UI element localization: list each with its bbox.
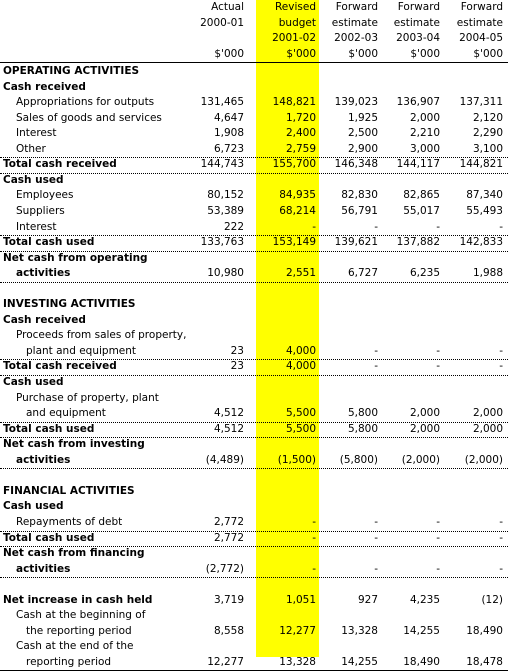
value-cell: 137,882 (396, 236, 440, 249)
row-label: Total cash received (3, 158, 117, 171)
value-cell: 53,389 (207, 204, 244, 217)
value-cell: - (374, 531, 378, 544)
row-label: Net cash from operating (3, 251, 148, 264)
value-cell: 8,558 (213, 624, 244, 637)
table-row (0, 531, 510, 547)
value-cell: 4,512 (213, 407, 244, 420)
row-label: Cash received (3, 80, 86, 93)
value-cell: - (436, 515, 440, 528)
col-header: Forward (335, 1, 378, 13)
value-cell: 148,821 (272, 96, 316, 109)
table-row (0, 422, 510, 438)
row-label: Proceeds from sales of property, (16, 329, 187, 342)
table-row (0, 297, 510, 313)
row-label: the reporting period (26, 624, 132, 637)
table-row (0, 157, 510, 173)
row-label: activities (16, 453, 71, 466)
row-label: reporting period (26, 655, 112, 668)
value-cell: - (374, 220, 378, 233)
table-row (0, 359, 510, 375)
value-cell: (1,500) (277, 453, 316, 466)
header-row-2 (0, 16, 510, 32)
row-label: Cash at the end of the (16, 640, 134, 653)
value-cell: 5,800 (347, 407, 378, 420)
row-label: Interest (16, 220, 57, 233)
col-header: 2004-05 (459, 32, 503, 44)
row-label: INVESTING ACTIVITIES (3, 298, 136, 311)
total-rule (0, 531, 508, 532)
value-cell: 2,772 (213, 515, 244, 528)
value-cell: - (499, 531, 503, 544)
value-cell: 5,500 (285, 407, 316, 420)
value-cell: 131,465 (200, 96, 244, 109)
row-label: Total cash received (3, 360, 117, 373)
row-label: activities (16, 267, 71, 280)
row-label: Net cash from investing (3, 438, 145, 451)
units-label: $'000 (286, 48, 316, 60)
value-cell: 1,720 (285, 111, 316, 124)
value-cell: - (374, 360, 378, 373)
value-cell: 139,621 (334, 236, 378, 249)
value-cell: - (499, 344, 503, 357)
row-label: Sales of goods and services (16, 111, 162, 124)
value-cell: 2,400 (285, 127, 316, 140)
row-label: Net cash from financing (3, 547, 145, 560)
value-cell: 14,255 (341, 655, 378, 668)
table-row (0, 95, 510, 111)
value-cell: 56,791 (341, 204, 378, 217)
row-label: Other (16, 142, 46, 155)
value-cell: 68,214 (279, 204, 316, 217)
value-cell: 1,925 (347, 111, 378, 124)
header-units-row (0, 47, 510, 63)
value-cell: 14,255 (403, 624, 440, 637)
value-cell: 2,551 (285, 267, 316, 280)
table-row (0, 173, 510, 189)
value-cell: - (374, 344, 378, 357)
col-header: 2002-03 (334, 32, 378, 44)
table-row (0, 204, 510, 220)
value-cell: 5,500 (285, 422, 316, 435)
value-cell: 18,490 (466, 624, 503, 637)
row-label: activities (16, 562, 71, 575)
value-cell: 82,865 (403, 189, 440, 202)
value-cell: - (499, 562, 503, 575)
value-cell: 136,907 (396, 96, 440, 109)
value-cell: 144,117 (396, 158, 440, 171)
table-row (0, 375, 510, 391)
table-row (0, 220, 510, 236)
row-label: Cash used (3, 173, 64, 186)
value-cell: (2,000) (464, 453, 503, 466)
value-cell: 2,000 (472, 407, 503, 420)
value-cell: 1,988 (472, 267, 503, 280)
table-row (0, 111, 510, 127)
value-cell: 2,000 (409, 422, 440, 435)
value-cell: 1,051 (285, 593, 316, 606)
value-cell: 2,772 (213, 531, 244, 544)
table-row (0, 639, 510, 655)
value-cell: 1,908 (213, 127, 244, 140)
table-row (0, 624, 510, 640)
row-label: Cash at the beginning of (16, 609, 146, 622)
value-cell: 144,821 (459, 158, 503, 171)
value-cell: - (374, 562, 378, 575)
value-cell: 87,340 (466, 189, 503, 202)
row-label: Interest (16, 127, 57, 140)
value-cell: 12,277 (207, 655, 244, 668)
value-cell: 4,000 (285, 344, 316, 357)
value-cell: 139,023 (334, 96, 378, 109)
table-row (0, 562, 510, 578)
value-cell: 18,490 (403, 655, 440, 668)
value-cell: 146,348 (334, 158, 378, 171)
value-cell: - (436, 344, 440, 357)
value-cell: 927 (357, 593, 378, 606)
value-cell: 137,311 (459, 96, 503, 109)
table-row (0, 188, 510, 204)
row-label: Purchase of property, plant (16, 391, 159, 404)
value-cell: 23 (230, 344, 244, 357)
value-cell: 2,900 (347, 142, 378, 155)
table-row (0, 437, 510, 453)
value-cell: 133,763 (200, 236, 244, 249)
value-cell: - (374, 515, 378, 528)
table-row (0, 126, 510, 142)
value-cell: 4,647 (213, 111, 244, 124)
row-label: Repayments of debt (16, 515, 123, 528)
value-cell: 84,935 (279, 189, 316, 202)
spacer-row (0, 577, 510, 593)
value-cell: - (312, 220, 316, 233)
value-cell: 155,700 (272, 158, 316, 171)
table-row (0, 391, 510, 407)
table-row (0, 655, 510, 671)
col-header: estimate (393, 16, 440, 29)
table-row (0, 344, 510, 360)
table-row (0, 313, 510, 329)
value-cell: 2,500 (347, 127, 378, 140)
col-header: budget (278, 16, 316, 29)
table-row (0, 266, 510, 282)
table-row (0, 453, 510, 469)
col-header: Forward (397, 1, 440, 13)
total-rule (0, 359, 508, 360)
table-row (0, 515, 510, 531)
value-cell: - (499, 220, 503, 233)
value-cell: (12) (481, 593, 503, 606)
table-row (0, 546, 510, 562)
value-cell: - (312, 515, 316, 528)
table-row (0, 142, 510, 158)
table-row (0, 251, 510, 267)
value-cell: 144,743 (200, 158, 244, 171)
col-header: 2003-04 (396, 32, 440, 44)
value-cell: 3,000 (409, 142, 440, 155)
row-label: Cash used (3, 500, 64, 513)
value-cell: 2,290 (472, 127, 503, 140)
row-label: FINANCIAL ACTIVITIES (3, 484, 135, 497)
value-cell: - (499, 515, 503, 528)
value-cell: 6,723 (213, 142, 244, 155)
table-row (0, 593, 510, 609)
value-cell: 222 (223, 220, 244, 233)
table-row (0, 80, 510, 96)
value-cell: - (436, 562, 440, 575)
col-header: 2001-02 (272, 32, 316, 44)
value-cell: (4,489) (205, 453, 244, 466)
col-header: estimate (456, 16, 503, 29)
value-cell: (2,772) (205, 562, 244, 575)
value-cell: 2,120 (472, 111, 503, 124)
units-label: $'000 (410, 48, 440, 60)
value-cell: 5,800 (347, 422, 378, 435)
table-row (0, 608, 510, 624)
value-cell: 80,152 (207, 189, 244, 202)
table-row (0, 235, 510, 251)
value-cell: 142,833 (459, 236, 503, 249)
total-rule (0, 422, 508, 423)
value-cell: - (436, 220, 440, 233)
table-row (0, 328, 510, 344)
value-cell: 23 (230, 360, 244, 373)
units-label: $'000 (214, 48, 244, 60)
value-cell: 10,980 (207, 267, 244, 280)
col-header: Revised (274, 1, 316, 13)
value-cell: 6,235 (409, 267, 440, 280)
row-label: Total cash used (3, 236, 95, 249)
value-cell: 4,512 (213, 422, 244, 435)
header-row-3 (0, 31, 510, 47)
value-cell: - (436, 360, 440, 373)
col-header: estimate (331, 16, 378, 29)
value-cell: - (312, 562, 316, 575)
row-label: Suppliers (16, 204, 65, 217)
col-header: 2000-01 (200, 16, 244, 29)
value-cell: 6,727 (347, 267, 378, 280)
header-row-1 (0, 0, 510, 16)
value-cell: - (436, 531, 440, 544)
value-cell: 2,210 (409, 127, 440, 140)
spacer-row (0, 468, 510, 484)
value-cell: 13,328 (341, 624, 378, 637)
table-row (0, 484, 510, 500)
row-label: Cash received (3, 313, 86, 326)
spacer-row (0, 282, 510, 298)
row-label: Total cash used (3, 531, 95, 544)
col-header: Actual (211, 1, 244, 13)
value-cell: 12,277 (279, 624, 316, 637)
total-rule (0, 157, 508, 158)
value-cell: 3,100 (472, 142, 503, 155)
value-cell: 4,000 (285, 360, 316, 373)
value-cell: 18,478 (466, 655, 503, 668)
row-label: Cash used (3, 376, 64, 388)
value-cell: 153,149 (272, 236, 316, 249)
row-label: Employees (16, 189, 74, 202)
value-cell: 55,017 (403, 204, 440, 217)
value-cell: - (499, 360, 503, 373)
row-label: plant and equipment (26, 344, 137, 357)
value-cell: 2,000 (409, 111, 440, 124)
value-cell: 13,328 (279, 655, 316, 668)
row-label: Net increase in cash held (3, 593, 153, 606)
value-cell: 3,719 (213, 593, 244, 606)
header-rule (0, 62, 508, 63)
value-cell: 2,759 (285, 142, 316, 155)
row-label: Appropriations for outputs (16, 96, 155, 109)
row-label: and equipment (26, 407, 106, 420)
units-label: $'000 (473, 48, 503, 60)
value-cell: 4,235 (409, 593, 440, 606)
units-label: $'000 (348, 48, 378, 60)
table-row (0, 499, 510, 515)
value-cell: 2,000 (409, 407, 440, 420)
row-label: OPERATING ACTIVITIES (3, 65, 140, 77)
value-cell: 55,493 (466, 204, 503, 217)
table-row (0, 406, 510, 422)
value-cell: (5,800) (339, 453, 378, 466)
value-cell: 2,000 (472, 422, 503, 435)
value-cell: - (312, 531, 316, 544)
value-cell: 82,830 (341, 189, 378, 202)
table-row (0, 64, 510, 80)
total-rule (0, 235, 508, 236)
row-label: Total cash used (3, 422, 95, 435)
col-header: Forward (460, 1, 503, 13)
value-cell: (2,000) (401, 453, 440, 466)
